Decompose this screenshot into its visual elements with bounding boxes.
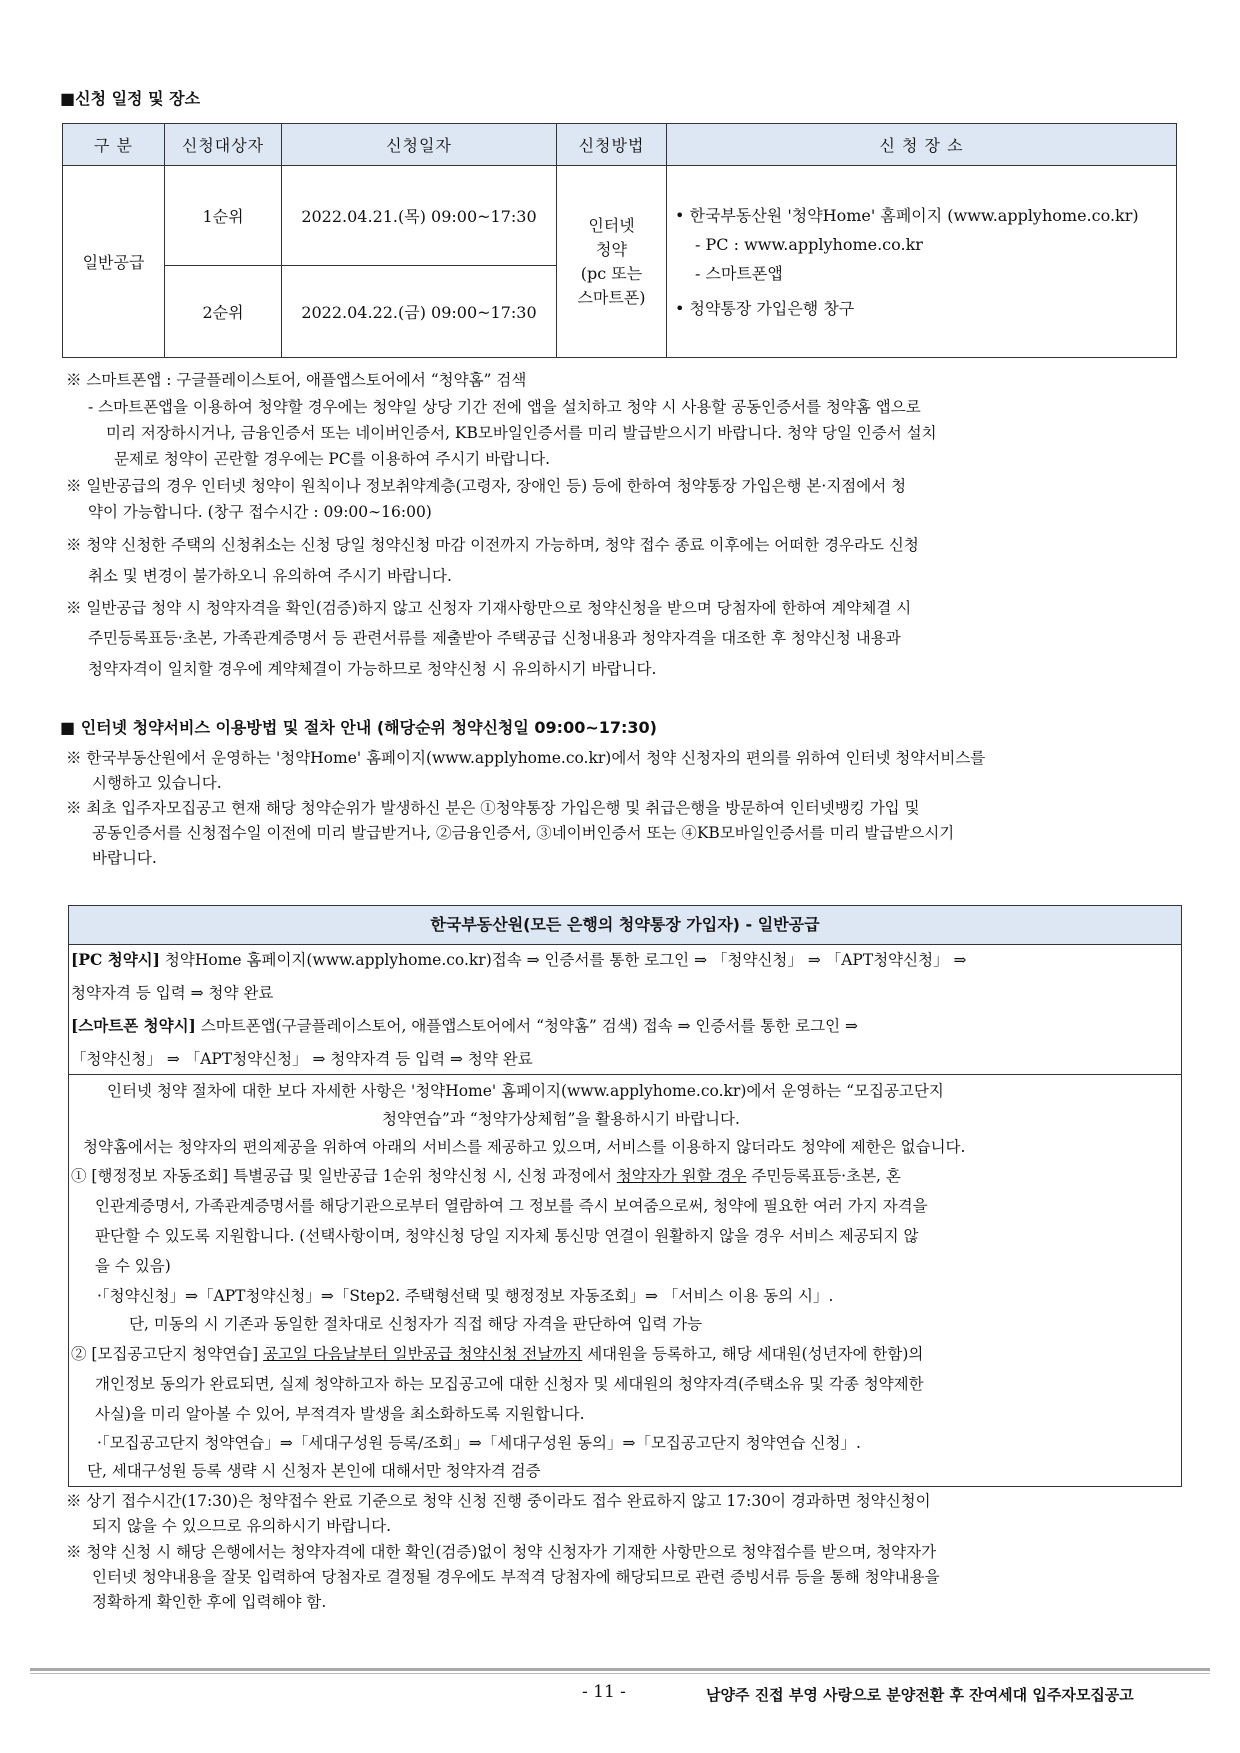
note-line: 주민등록표등·초본, 가족관계증명서 등 관련서류를 제출받아 주택공급 신청내용과 청약자격을 대조한 후 청약신청 내용과: [88, 629, 901, 647]
place-line: • 청약통장 가입은행 창구: [675, 298, 855, 318]
table-header: 신청일자: [282, 124, 557, 166]
section-title-internet: ■ 인터넷 청약서비스 이용방법 및 절차 안내 (해당순위 청약신청일 09:00~17:30): [60, 718, 657, 737]
target-cell: 2순위: [165, 266, 282, 358]
mobile-procedure-line: [71, 1014, 858, 1036]
note-line: 되지 않을 수 있으므로 유의하시기 바랍니다.: [92, 1517, 392, 1535]
mobile-label: [스마트폰 청약시]: [71, 1016, 196, 1035]
service-item-line: ·「청약신청」⇒「APT청약신청」⇒「Step2. 주택형선택 및 행정정보 자동조회」⇒ 「서비스 이용 동의 시」.: [97, 1287, 834, 1305]
note-line: 취소 및 변경이 불가하오니 유의하여 주시기 바랍니다.: [88, 567, 452, 585]
service-item-line: 판단할 수 있도록 지원합니다. (선택사항이며, 청약신청 당일 지자체 통신망 연결이 원활하지 않을 경우 서비스 제공되지 않: [95, 1227, 919, 1245]
service-item-line: 을 수 있음): [95, 1257, 171, 1275]
text: ② [모집공고단지 청약연습]: [71, 1345, 264, 1363]
service-item-2: [71, 1342, 923, 1364]
note-line: ※ 스마트폰앱 : 구글플레이스토어, 애플앱스토어에서 “청약홈” 검색: [66, 371, 527, 389]
table-header-row: [63, 124, 1177, 166]
method-line: (pc 또는: [580, 263, 643, 283]
note-line: 인터넷 청약내용을 잘못 입력하여 당첨자로 결정될 경우에도 부적격 당첨자에 해당되므로 관련 증빙서류 등을 통해 청약내용을: [92, 1568, 940, 1586]
target-cell: 1순위: [165, 166, 282, 266]
text: 주민등록표등·초본, 혼: [746, 1167, 901, 1185]
place-line: - 스마트폰앱: [695, 263, 783, 283]
info-line: 청약홈에서는 청약자의 편의제공을 위하여 아래의 서비스를 제공하고 있으며, 서비스를 이용하지 않더라도 청약에 제한은 없습니다.: [83, 1138, 966, 1156]
method-line: 스마트폰): [577, 287, 646, 307]
table-header: 구 분: [63, 124, 165, 166]
note-line: ※ 최초 입주자모집공고 현재 해당 청약순위가 발생하신 분은 ①청약통장 가입은행 및 취급은행을 방문하여 인터넷뱅킹 가입 및: [66, 799, 920, 817]
note-line: ※ 한국부동산원에서 운영하는 '청약Home' 홈페이지(www.applyhome.co.kr)에서 청약 신청자의 편의를 위하여 인터넷 청약서비스를: [66, 749, 986, 767]
table-row: [63, 166, 1177, 266]
place-cell: [667, 166, 1177, 358]
service-item-line: 사실)을 미리 알아볼 수 있어, 부적격자 발생을 최소화하도록 지원합니다.: [95, 1405, 585, 1423]
note-line: ※ 일반공급 청약 시 청약자격을 확인(검증)하지 않고 신청자 기재사항만으로 청약신청을 받으며 당첨자에 한하여 계약체결 시: [66, 599, 912, 617]
service-item-line: 개인정보 동의가 완료되면, 실제 청약하고자 하는 모집공고에 대한 신청자 및 세대원의 청약자격(주택소유 및 각종 청약제한: [95, 1375, 924, 1393]
note-line: ※ 청약 신청 시 해당 은행에서는 청약자격에 대한 확인(검증)없이 청약 신청자가 기재한 사항만으로 청약접수를 받으며, 청약자가: [66, 1543, 937, 1561]
footer-divider: [30, 1673, 1210, 1674]
section-title-schedule: ■신청 일정 및 장소: [60, 89, 201, 108]
procedure-box: [68, 905, 1182, 1487]
note-line: 시행하고 있습니다.: [92, 774, 222, 792]
note-line: ※ 청약 신청한 주택의 신청취소는 신청 당일 청약신청 마감 이전까지 가능하며, 청약 접수 종료 이후에는 어떠한 경우라도 신청: [66, 536, 919, 554]
service-item-line: 단, 미동의 시 기존과 동일한 절차대로 신청자가 직접 해당 자격을 판단하여 입력 가능: [129, 1315, 703, 1333]
pc-procedure-line: [71, 948, 967, 970]
text: ① [행정정보 자동조회] 특별공급 및 일반공급 1순위 청약신청 시, 신청 과정에서: [71, 1167, 617, 1185]
underlined-text: 청약자가 원할 경우: [616, 1167, 747, 1185]
service-item-line: 인관계증명서, 가족관계증명서를 해당기관으로부터 열람하여 그 정보를 즉시 보여줌으로써, 청약에 필요한 여러 가지 자격을: [95, 1197, 928, 1215]
box-divider: [69, 1074, 1181, 1075]
pc-label: [PC 청약시]: [71, 950, 160, 969]
note-line: ※ 상기 접수시간(17:30)은 청약접수 완료 기준으로 청약 신청 진행 중이라도 접수 완료하지 않고 17:30이 경과하면 청약신청이: [66, 1492, 931, 1510]
service-item-line: ·「모집공고단지 청약연습」⇒「세대구성원 등록/조회」⇒「세대구성원 동의」⇒「모집공고단지 청약연습 신청」.: [97, 1434, 861, 1452]
note-line: 공동인증서를 신청접수일 이전에 미리 발급받거나, ②금융인증서, ③네이버인증서 또는 ④KB모바일인증서를 미리 발급받으시기: [92, 824, 955, 842]
table-header: 신 청 장 소: [667, 124, 1177, 166]
note-line: 청약자격이 일치할 경우에 계약체결이 가능하므로 청약신청 시 유의하시기 바랍니다.: [88, 660, 657, 678]
note-line: - 스마트폰앱을 이용하여 청약할 경우에는 청약일 상당 기간 전에 앱을 설치하고 청약 시 사용할 공동인증서를 청약홈 앱으로: [88, 398, 921, 416]
note-line: 바랍니다.: [92, 849, 157, 867]
note-line: 문제로 청약이 곤란할 경우에는 PC를 이용하여 주시기 바랍니다.: [114, 450, 551, 468]
table-header: 신청대상자: [165, 124, 282, 166]
mobile-text: 스마트폰앱(구글플레이스토어, 애플앱스토어에서 “청약홈” 검색) 접속 ⇒ 인증서를 통한 로그인 ⇒: [195, 1017, 859, 1035]
mobile-procedure-line: 「청약신청」 ⇒ 「APT청약신청」 ⇒ 청약자격 등 입력 ⇒ 청약 완료: [71, 1050, 533, 1068]
method-line: 청약: [596, 239, 627, 259]
text: 세대원을 등록하고, 해당 세대원(성년자에 한함)의: [582, 1345, 924, 1363]
info-line: 청약연습”과 “청약가상체험”을 활용하시기 바랍니다.: [382, 1110, 740, 1128]
underlined-text: 공고일 다음날부터 일반공급 청약신청 전날까지: [263, 1345, 583, 1363]
pc-procedure-line: 청약자격 등 입력 ⇒ 청약 완료: [71, 984, 274, 1002]
note-line: 약이 가능합니다. (창구 접수시간 : 09:00∼16:00): [88, 503, 432, 521]
category-cell: 일반공급: [63, 166, 165, 358]
footer-title: 남양주 진접 부영 사랑으로 분양전환 후 잔여세대 입주자모집공고: [706, 1686, 1134, 1704]
service-item-1: [71, 1164, 901, 1186]
procedure-box-header: 한국부동산원(모든 은행의 청약통장 가입자) - 일반공급: [69, 906, 1181, 945]
place-line: • 한국부동산원 '청약Home' 홈페이지 (www.applyhome.co.kr): [675, 205, 1139, 225]
pc-text: 청약Home 홈페이지(www.applyhome.co.kr)접속 ⇒ 인증서를 통한 로그인 ⇒ 「청약신청」 ⇒ 「APT청약신청」 ⇒: [159, 951, 967, 969]
note-line: 미리 저장하시거나, 금융인증서 또는 네이버인증서, KB모바일인증서를 미리 발급받으시기 바랍니다. 청약 당일 인증서 설치: [106, 424, 937, 442]
method-line: 인터넷: [588, 215, 635, 235]
service-item-line: 단, 세대구성원 등록 생략 시 신청자 본인에 대해서만 청약자격 검증: [87, 1462, 541, 1480]
footer-divider: [30, 1668, 1210, 1671]
date-cell: 2022.04.21.(목) 09:00~17:30: [282, 166, 557, 266]
schedule-table: [62, 123, 1177, 358]
date-cell: 2022.04.22.(금) 09:00~17:30: [282, 266, 557, 358]
page-number: - 11 -: [582, 1682, 626, 1702]
info-line: 인터넷 청약 절차에 대한 보다 자세한 사항은 '청약Home' 홈페이지(www.applyhome.co.kr)에서 운영하는 “모집공고단지: [107, 1082, 944, 1100]
note-line: 정확하게 확인한 후에 입력해야 함.: [92, 1593, 327, 1611]
table-header: 신청방법: [557, 124, 667, 166]
method-cell: [557, 166, 667, 358]
place-line: - PC : www.applyhome.co.kr: [695, 234, 923, 254]
note-line: ※ 일반공급의 경우 인터넷 청약이 원칙이나 정보취약계층(고령자, 장애인 등) 등에 한하여 청약통장 가입은행 본·지점에서 청: [66, 477, 907, 495]
